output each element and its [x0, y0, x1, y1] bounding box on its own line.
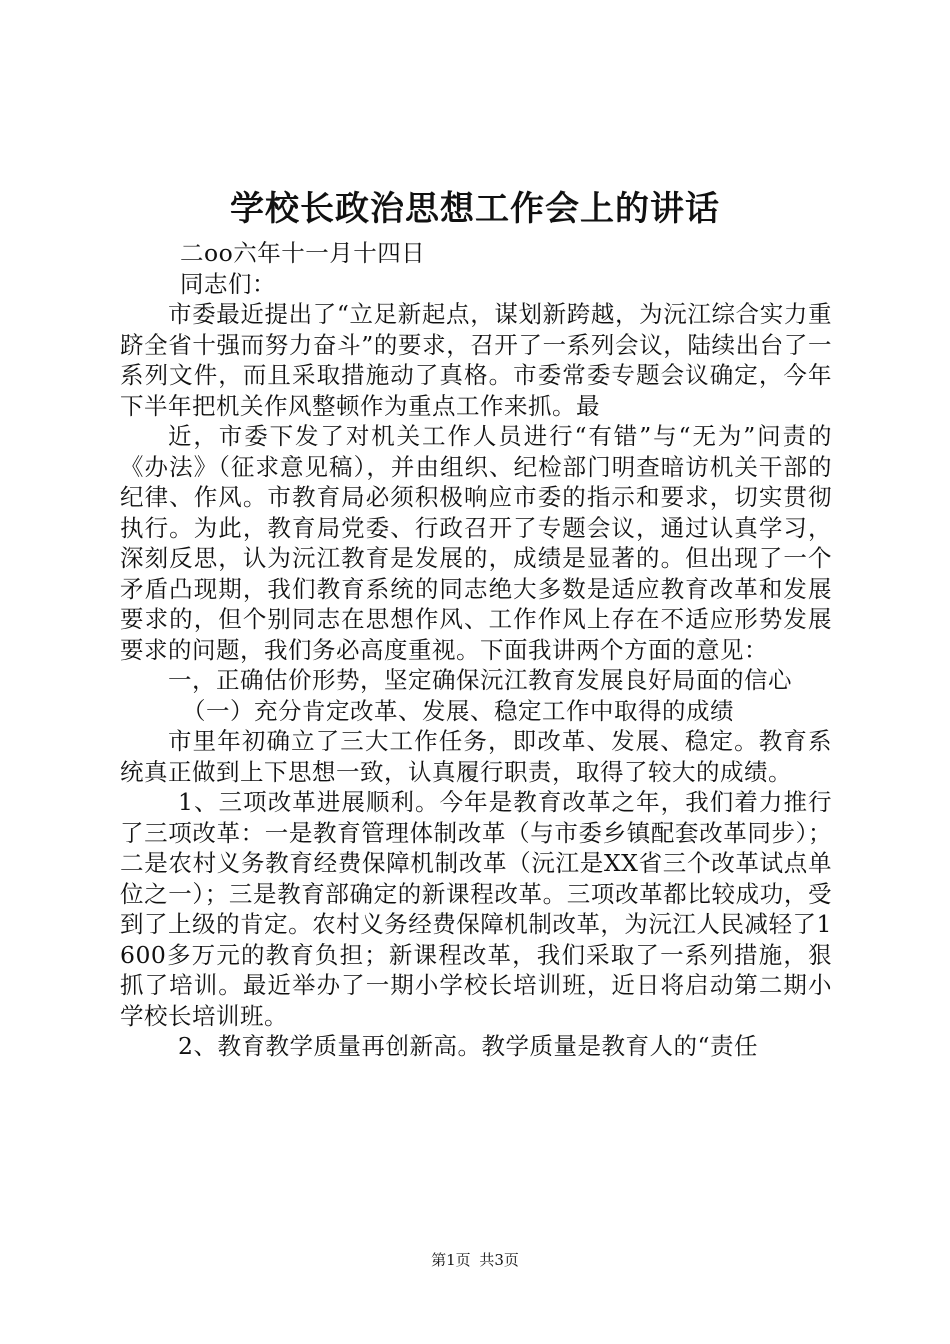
section-heading: 一，正确估价形势，坚定确保沅江教育发展良好局面的信心 [168, 666, 792, 694]
document-body [120, 238, 832, 1062]
page-number: 第1页 [431, 1251, 471, 1269]
page-footer [0, 1249, 950, 1271]
date-line: 二oo六年十一月十四日 [180, 239, 426, 267]
page-total: 共3页 [479, 1251, 519, 1269]
numbered-paragraph: 1、三项改革进展顺利。今年是教育改革之年，我们着力推行了三项改革：一是教育管理体制改革（与市委乡镇配套改革同步）；二是农村义务教育经费保障机制改革（沅江是XX省三个改革试点单位之一）；三是教育部确定的新课程改革。三项改革都比较成功，受到了上级的肯定。农村义务经费保障机制改革，为沅江人民减轻了1600多万元的教育负担；新课程改革，我们采取了一系列措施，狠抓了培训。最近举办了一期小学校长培训班，近日将启动第二期小学校长培训班。 [120, 788, 832, 1030]
numbered-paragraph: 2、教育教学质量再创新高。教学质量是教育人的“责任 [178, 1032, 758, 1060]
paragraph: 近，市委下发了对机关工作人员进行“有错”与“无为”问责的《办法》（征求意见稿），并由组织、纪检部门明查暗访机关干部的纪律、作风。市教育局必须积极响应市委的指示和要求，切实贯彻执行。为此，教育局党委、行政召开了专题会议，通过认真学习，深刻反思，认为沅江教育是发展的，成绩是显著的。但出现了一个矛盾凸现期，我们教育系统的同志绝大多数是适应教育改革和发展要求的，但个别同志在思想作风、工作作风上存在不适应形势发展要求的问题，我们务必高度重视。下面我讲两个方面的意见： [120, 422, 832, 664]
salutation: 同志们： [180, 269, 276, 298]
paragraph: 市委最近提出了“立足新起点，谋划新跨越，为沅江综合实力重跻全省十强而努力奋斗”的要求，召开了一系列会议，陆续出台了一系列文件，而且采取措施动了真格。市委常委专题会议确定，今年下半年把机关作风整顿作为重点工作来抓。最 [120, 300, 832, 420]
paragraph: 市里年初确立了三大工作任务，即改革、发展、稳定。教育系统真正做到上下思想一致，认真履行职责，取得了较大的成绩。 [120, 727, 832, 786]
subsection-heading: （一）充分肯定改革、发展、稳定工作中取得的成绩 [182, 696, 734, 725]
document-title: 学校长政治思想工作会上的讲话 [230, 189, 720, 229]
